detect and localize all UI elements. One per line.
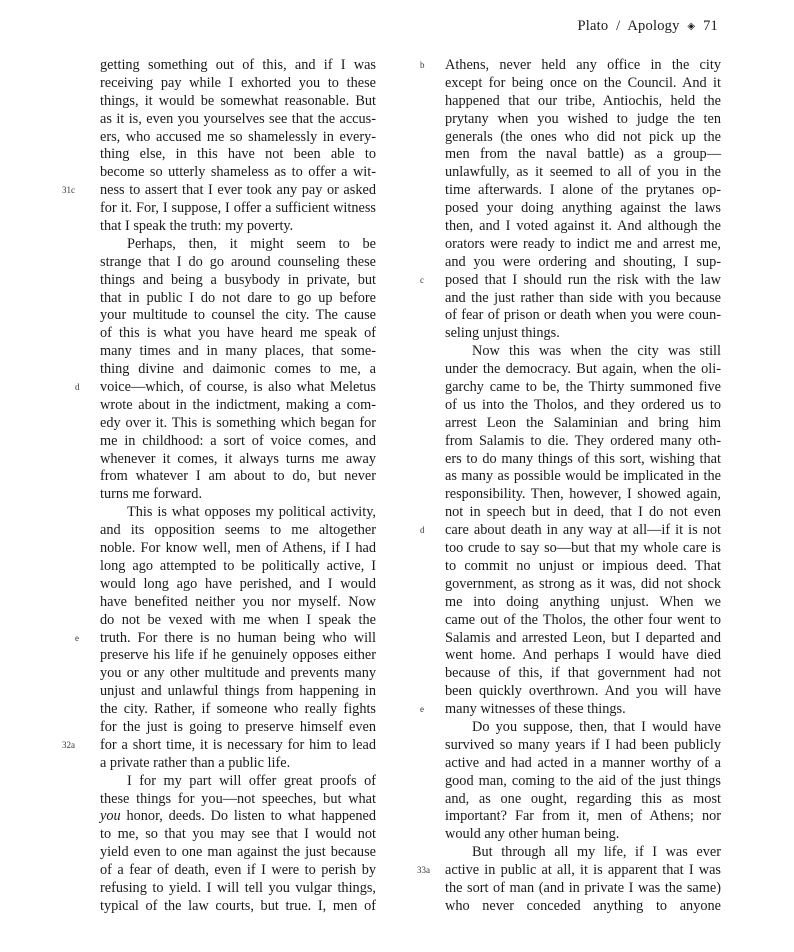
line-text: Now this was when the city was still [472, 343, 721, 360]
line-text: from whatever I am about to do, but never [100, 468, 376, 485]
line-text: unjust and unlawful things from happening in [100, 683, 376, 700]
text-line [100, 576, 376, 594]
text-line [100, 343, 376, 361]
text-line [445, 898, 721, 916]
line-text: edy over it. This is something which began for [100, 414, 376, 431]
text-line [100, 880, 376, 898]
line-text: many witnesses of these things. [445, 701, 626, 718]
line-text: active and had acted in a manner worthy of a [445, 754, 721, 771]
stephanus-marker: d [75, 382, 80, 393]
stephanus-marker: 33a [417, 865, 430, 876]
text-line [445, 236, 721, 254]
line-text: except for being once on the Council. And it [445, 74, 721, 91]
line-text: many times and in many places, that some- [100, 343, 376, 360]
line-text: important? Far from it, men of Athens; nor [445, 808, 721, 825]
text-line [100, 129, 376, 147]
line-text: you honor, deeds. Do listen to what happened [100, 808, 376, 825]
line-text: who never conceded anything to anyone [445, 897, 721, 914]
text-line [100, 468, 376, 486]
text-line [100, 522, 376, 540]
line-text: then, and I voted against it. And although the [445, 218, 721, 235]
line-text: strange that I do go around counseling these [100, 253, 376, 270]
line-text: as it is, even you yourselves see that the accus- [100, 110, 376, 127]
line-text: me in childhood: a sort of voice comes, and [100, 432, 376, 449]
text-line [100, 290, 376, 308]
text-line [445, 433, 721, 451]
line-text: for a short time, it is necessary for him to lead [100, 736, 376, 753]
text-line [445, 719, 721, 737]
line-text: to commit no unjust or impious deed. That [445, 557, 721, 574]
text-line [445, 773, 721, 791]
text-line [100, 791, 376, 809]
line-text: as many as possible would be implicated in the [445, 468, 721, 485]
text-line [100, 898, 376, 916]
line-text: would long ago have perished, and I would [100, 575, 376, 592]
text-line [445, 111, 721, 129]
text-line [100, 773, 376, 791]
text-line [445, 361, 721, 379]
text-line [100, 808, 376, 826]
text-line [445, 254, 721, 272]
text-line [100, 844, 376, 862]
line-text: Perhaps, then, it might seem to be [127, 235, 376, 252]
text-line [100, 862, 376, 880]
line-text: whenever it comes, it always turns me away [100, 450, 376, 467]
line-text: responsibility. Then, however, I showed again, [445, 486, 721, 503]
text-line [445, 307, 721, 325]
text-line [445, 379, 721, 397]
line-text: me into doing anything unjust. When we [445, 593, 721, 610]
text-line [445, 737, 721, 755]
text-line [100, 612, 376, 630]
text-line [100, 683, 376, 701]
text-line [445, 558, 721, 576]
line-text: from Salamis to die. They ordered many oth- [445, 432, 721, 449]
text-line [100, 504, 376, 522]
text-line [100, 594, 376, 612]
text-line [445, 486, 721, 504]
text-line [420, 271, 721, 290]
text-line [445, 182, 721, 200]
ornament-icon: ◈ [687, 21, 696, 32]
text-line [100, 146, 376, 164]
author-name: Plato [577, 18, 609, 34]
text-line [100, 540, 376, 558]
text-line [100, 307, 376, 325]
text-line [100, 111, 376, 129]
text-line [445, 129, 721, 147]
text-line [445, 200, 721, 218]
text-line [445, 683, 721, 701]
separator: / [616, 18, 621, 34]
line-text: posed your doing anything against the laws [445, 200, 721, 217]
line-text: been quickly overthrown. And you will have [445, 683, 721, 700]
left-text-column [62, 57, 376, 916]
text-line [445, 468, 721, 486]
line-text: the city. Rather, if someone who really fights [100, 701, 376, 718]
line-text: and you were ordering and shouting, I sup- [445, 253, 721, 270]
line-text: Athens, never held any office in the city [445, 57, 721, 73]
line-text: because of this, if that government had not [445, 665, 721, 682]
line-text: become so utterly shameless as to offer a wit- [100, 164, 376, 181]
text-line [100, 451, 376, 469]
text-line [100, 93, 376, 111]
line-text: Salamis and arrested Leon, but I departed and [445, 629, 721, 646]
text-line [100, 415, 376, 433]
text-line [420, 57, 721, 75]
text-line [445, 576, 721, 594]
text-line [445, 451, 721, 469]
line-text: ers, who accused me so shamelessly in every- [100, 128, 376, 145]
line-text: receiving pay while I exhorted you to these [100, 74, 376, 91]
text-line [445, 594, 721, 612]
line-text: the sort of man (and in private I was the same) [445, 879, 721, 896]
text-line [445, 146, 721, 164]
work-title: Apology [627, 18, 680, 34]
line-text: refusing to yield. I will tell you vulgar things, [100, 879, 376, 896]
line-text: getting something out of this, and if I was [100, 57, 376, 73]
line-text: a private rather than a public life. [100, 754, 291, 771]
stephanus-marker: e [75, 632, 79, 643]
text-line [100, 826, 376, 844]
text-line [445, 164, 721, 182]
text-line [445, 647, 721, 665]
line-text: under the democracy. But again, when the oli- [445, 361, 721, 378]
stephanus-marker: b [420, 60, 425, 70]
text-line [75, 379, 376, 397]
text-line [100, 719, 376, 737]
text-line [100, 647, 376, 665]
line-text: things, it would be somewhat reasonable. But [100, 92, 376, 109]
line-text: long ago attempted to be politically active, I [100, 557, 376, 574]
line-text: garchy came to be, the Thirty summoned five [445, 379, 721, 396]
line-text: truth. For there is no human being who will [100, 629, 376, 646]
line-text: posed that I should run the risk with the law [445, 271, 721, 288]
line-text: This is what opposes my political activity, [127, 504, 376, 521]
stephanus-marker: d [420, 525, 425, 536]
line-text: preserve his life if he genuinely opposes either [100, 647, 376, 664]
text-line [445, 844, 721, 862]
line-text: not in speech but in deed, that I do not even [445, 504, 721, 521]
text-line [445, 808, 721, 826]
text-line [100, 701, 376, 719]
line-text: good man, coming to the aid of the just things [445, 772, 721, 789]
line-text: ness to assert that I ever took any pay or asked [100, 182, 376, 199]
text-line [100, 272, 376, 290]
line-text: But through all my life, if I was ever [472, 844, 721, 861]
line-text: unlawfully, as it seemed to all of you in the [445, 164, 721, 181]
line-text: men from the naval battle) as a group— [445, 146, 721, 163]
line-text: Do you suppose, then, that I would have [472, 718, 721, 735]
text-line [100, 325, 376, 343]
text-line [445, 325, 721, 343]
line-text: care about death in any way at all—if it is not [445, 522, 721, 539]
text-line [100, 361, 376, 379]
text-line [100, 236, 376, 254]
text-line [445, 397, 721, 415]
text-line [100, 75, 376, 93]
text-line [445, 630, 721, 648]
line-text: happened that our tribe, Antiochis, held the [445, 92, 721, 109]
line-text: these things for you—not speeches, but what [100, 790, 376, 807]
text-line [445, 540, 721, 558]
line-text: of fear of prison or death when you were coun- [445, 307, 721, 324]
text-line [445, 504, 721, 522]
line-text: generals (the ones who did not pick up the [445, 128, 721, 145]
line-text: thing else, in this have not been able to [100, 146, 376, 163]
text-line [100, 164, 376, 182]
text-line [100, 486, 376, 504]
running-head [577, 18, 718, 35]
line-text: time afterwards. I alone of the prytanes op- [445, 182, 721, 199]
right-text-column [417, 57, 721, 916]
line-text: of this is what you have heard me speak of [100, 325, 376, 342]
line-text: seling unjust things. [445, 325, 560, 342]
text-line [100, 254, 376, 272]
text-line [62, 182, 376, 200]
line-text: turns me forward. [100, 486, 203, 503]
line-text: came out of the Tholos, the other four went to [445, 611, 721, 628]
line-text: and its opposition seems to me altogether [100, 522, 376, 539]
stephanus-marker: 31c [62, 185, 75, 196]
line-text: that in public I do not dare to go up before [100, 289, 376, 306]
line-text: have benefited neither you nor myself. Now [100, 593, 376, 610]
stephanus-marker: 32a [62, 739, 75, 750]
line-text: for the just is going to preserve himself even [100, 718, 376, 735]
text-line [62, 736, 376, 755]
text-line [100, 200, 376, 218]
line-text: went home. And perhaps I would have died [445, 647, 721, 664]
line-text: yield even to one man against the just because [100, 844, 376, 861]
line-text: and, as one ought, regarding this as most [445, 790, 721, 807]
text-line [100, 665, 376, 683]
line-text: too crude to say so—but that my whole care is [445, 540, 721, 557]
line-text: ers to do many things of this sort, wishing that [445, 450, 721, 467]
text-line [445, 290, 721, 308]
line-text: government, as strong as it was, did not shock [445, 575, 721, 592]
stephanus-marker: e [420, 704, 424, 715]
line-text: prytany when you wished to judge the ten [445, 110, 721, 127]
text-line [445, 755, 721, 773]
line-text: you or any other multitude and prevents many [100, 665, 376, 682]
page-number: 71 [703, 18, 718, 34]
text-line [445, 791, 721, 809]
text-line [420, 701, 721, 719]
line-text: do not be vexed with me when I speak the [100, 611, 376, 628]
line-text: orators were ready to indict me and arrest me, [445, 235, 721, 252]
text-line [445, 75, 721, 93]
line-text: thing divine and daimonic comes to me, a [100, 361, 376, 378]
line-text: things and being a busybody in private, but [100, 271, 376, 288]
text-line [445, 415, 721, 433]
stephanus-marker: c [420, 274, 424, 285]
text-line [100, 755, 376, 773]
text-line [100, 218, 376, 236]
line-text: would any other human being. [445, 826, 620, 843]
line-text: active in public at all, it is apparent that I was [445, 862, 721, 879]
text-line [445, 826, 721, 844]
line-text: for it. For, I suppose, I offer a sufficient witness [100, 200, 376, 217]
text-line [100, 57, 376, 75]
line-text: to me, so that you may see that I would not [100, 826, 376, 843]
line-text: of a fear of death, even if I were to perish by [100, 862, 376, 879]
line-text: that I speak the truth: my poverty. [100, 218, 294, 235]
line-text: arrest Leon the Salaminian and bring him [445, 414, 721, 431]
text-line [100, 397, 376, 415]
text-line [445, 880, 721, 898]
line-text: your multitude to counsel the city. The cause [100, 307, 376, 324]
line-text: survived so many years if I had been publicly [445, 736, 721, 753]
text-line [75, 629, 376, 648]
text-line [445, 343, 721, 361]
line-text: and the just rather than side with you because [445, 289, 721, 306]
text-line [445, 612, 721, 630]
line-text: of us into the Tholos, and they ordered us to [445, 396, 721, 413]
line-text: noble. For know well, men of Athens, if I had [100, 540, 376, 557]
text-line [445, 218, 721, 236]
text-line [445, 665, 721, 683]
text-line [420, 522, 721, 540]
line-text: I for my part will offer great proofs of [127, 772, 376, 789]
text-line [100, 433, 376, 451]
line-text: typical of the law courts, but true. I, men of [100, 897, 376, 914]
line-text: voice—which, of course, is also what Meletus [100, 379, 376, 396]
text-line [417, 862, 721, 880]
line-text: wrote about in the indictment, making a com- [100, 396, 376, 413]
text-line [445, 93, 721, 111]
text-line [100, 558, 376, 576]
